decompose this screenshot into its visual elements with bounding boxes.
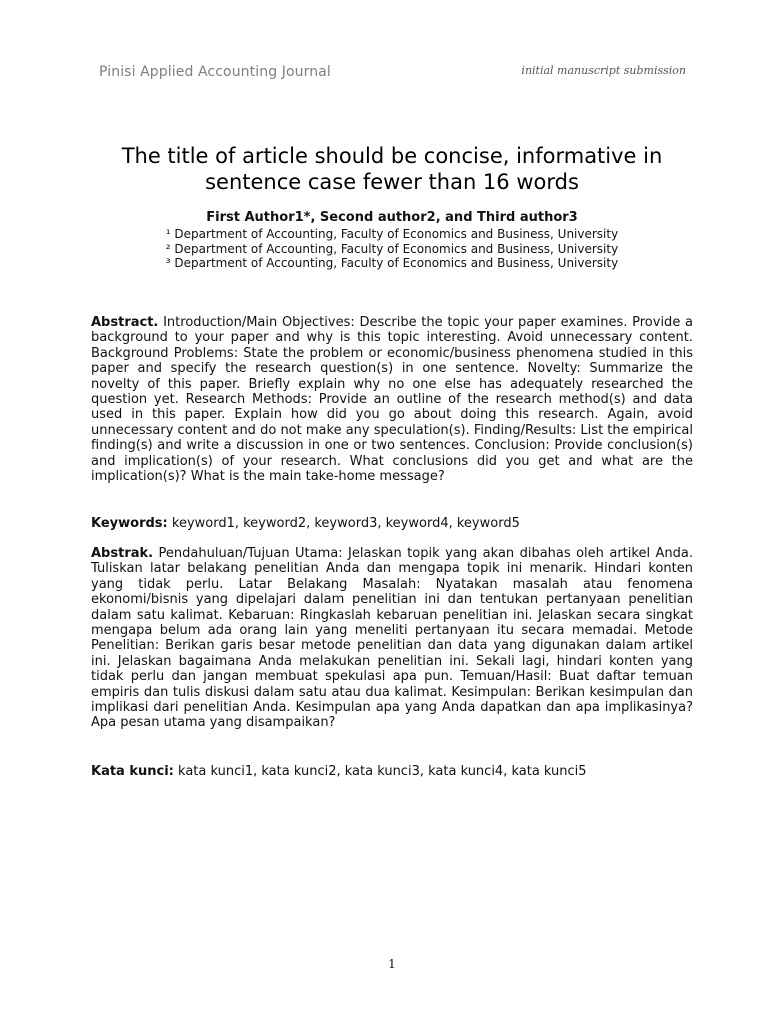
kata-kunci-text: kata kunci1, kata kunci2, kata kunci3, kata kunci4, kata kunci5 — [178, 764, 587, 779]
kata-kunci-label: Kata kunci: — [91, 764, 174, 779]
abstrak-label: Abstrak. — [91, 546, 154, 561]
submission-status: initial manuscript submission — [521, 64, 686, 77]
keywords-label: Keywords: — [91, 516, 168, 531]
affiliation-list — [80, 227, 704, 271]
page-number: 1 — [388, 957, 396, 971]
author-list: First Author1*, Second author2, and Third author3 — [206, 210, 578, 225]
abstract-section — [91, 315, 693, 484]
affiliation-1: ¹ Department of Accounting, Faculty of Economics and Business, University — [165, 227, 619, 241]
affiliation-3: ³ Department of Accounting, Faculty of Economics and Business, University — [165, 256, 619, 270]
journal-name: Pinisi Applied Accounting Journal — [99, 64, 331, 80]
abstract-label: Abstract. — [91, 315, 159, 330]
abstract-text: Introduction/Main Objectives: Describe the topic your paper examines. Provide a background to your paper and why is this topic interesting. Avoid unnecessary content. Background Problems: State the problem or economic/business phenomena studied in this paper and specify the research question(s) in one sentence. Novelty: Summarize the novelty of this paper. Briefly explain why no one else has adequately researched the question yet. Research Methods: Provide an outline of the research method(s) and data used in this paper. Explain how did you go about doing this research. Again, avoid unnecessary content and do not make any speculation(s). Finding/Results: List the empirical finding(s) and write a discussion in one or two sentences. Conclusion: Provide conclusion(s) and implication(s) of your research. What conclusions did you get and what are the implication(s)? What is the main take-home message? — [91, 315, 693, 485]
keywords-text: keyword1, keyword2, keyword3, keyword4, keyword5 — [171, 516, 520, 531]
kata-kunci-section — [91, 764, 693, 779]
affiliation-2: ² Department of Accounting, Faculty of Economics and Business, University — [165, 241, 619, 256]
abstrak-text: Pendahuluan/Tujuan Utama: Jelaskan topik yang akan dibahas oleh artikel Anda. Tuliskan latar belakang penelitian Anda dan mengapa topik ini menarik. Hindari konten yang tidak perlu. Latar Belakang Masalah: Nyatakan masalah atau fenomena ekonomi/bisnis yang dipelajari dalam penelitian ini dan tentukan pertanyaan penelitian dalam satu kalimat. Kebaruan: Ringkaslah kebaruan penelitian ini. Jelaskan secara singkat mengapa belum ada orang lain yang meneliti pertanyaan itu secara memadai. Metode Penelitian: Berikan garis besar metode penelitian dan data yang digunakan dalam artikel ini. Jelaskan bagaimana Anda melakukan penelitian ini. Sekali lagi, hindari konten yang tidak perlu dan jangan membuat spekulasi apa pun. Temuan/Hasil: Buat daftar temuan empiris dan tulis diskusi dalam satu atau dua kalimat. Kesimpulan: Berikan kesimpulan dan implikasi dari penelitian Anda. Kesimpulan apa yang Anda dapatkan dan apa implikasinya? Apa pesan utama yang disampaikan? — [91, 546, 693, 731]
article-title: The title of article should be concise, informative in sentence case fewer than 16 words — [121, 144, 663, 194]
keywords-section — [91, 516, 693, 531]
abstrak-section — [91, 546, 693, 731]
